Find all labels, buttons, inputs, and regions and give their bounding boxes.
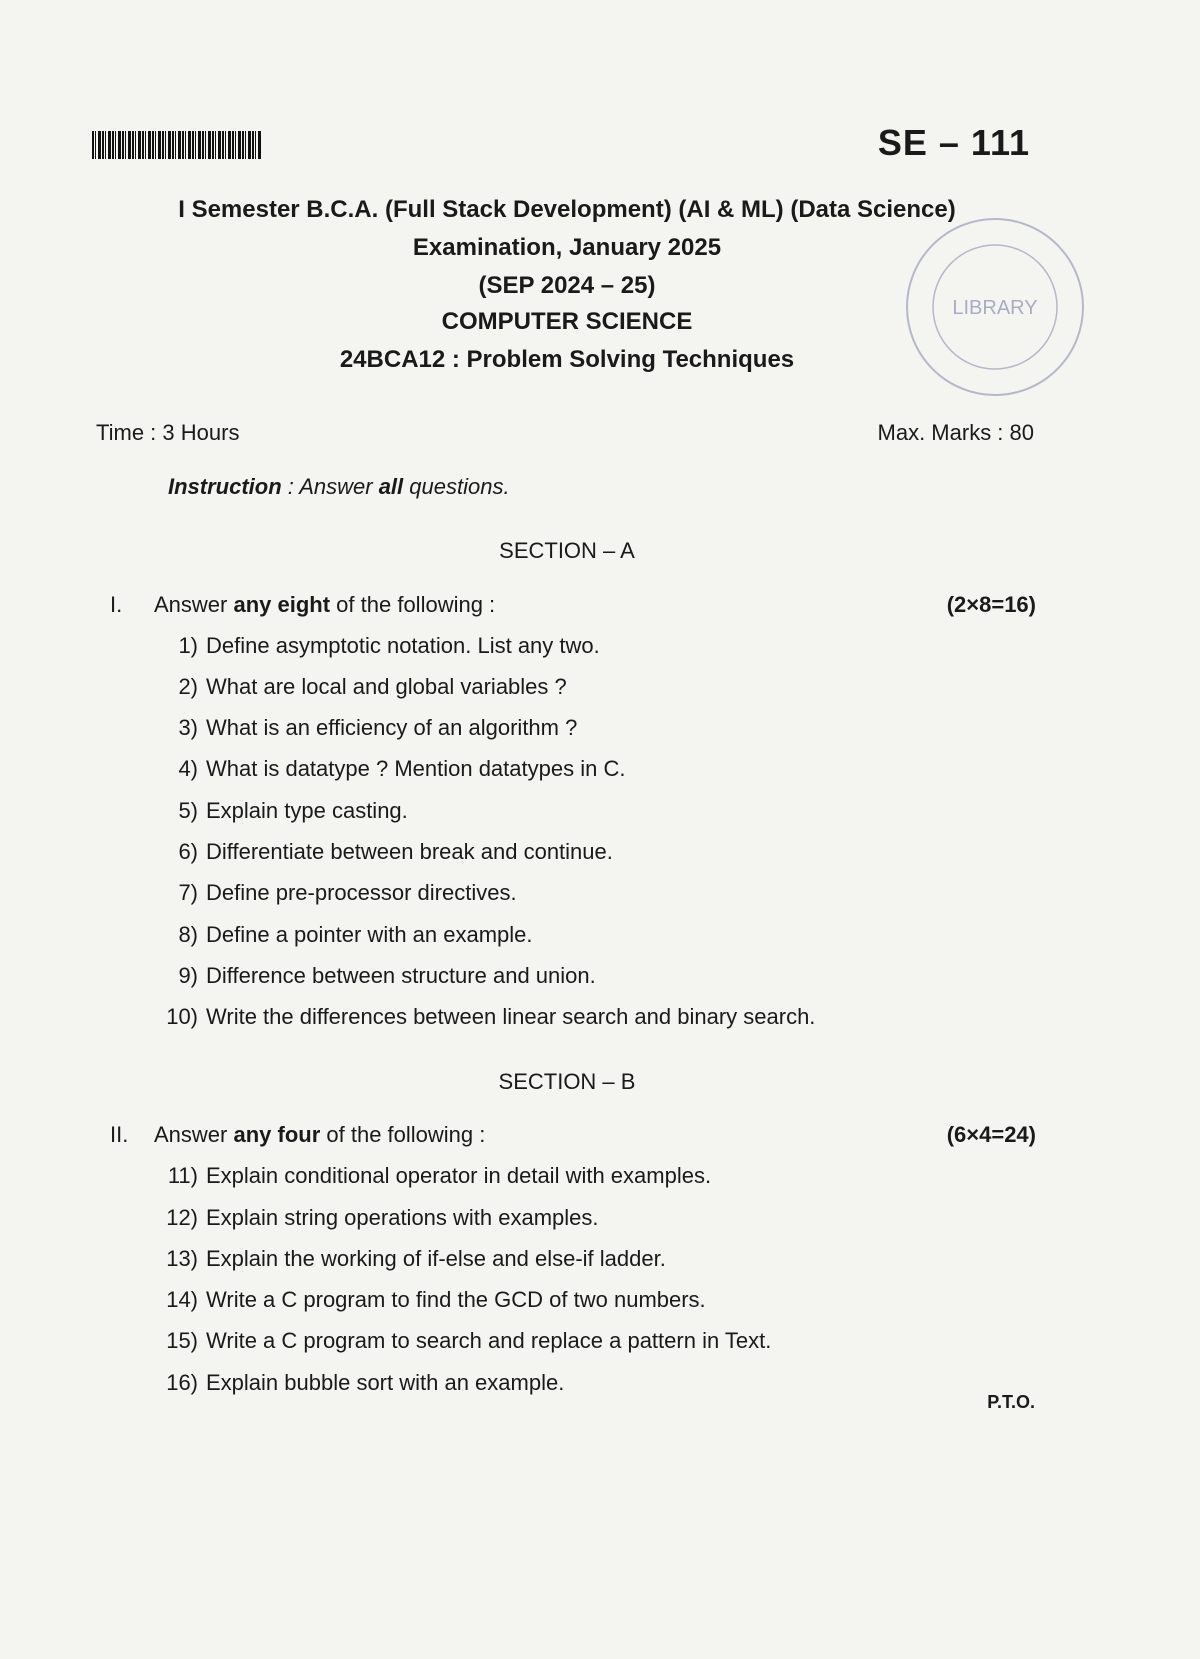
barcode-icon xyxy=(92,131,262,159)
subject-title: COMPUTER SCIENCE xyxy=(441,308,693,335)
course-title: 24BCA12 : Problem Solving Techniques xyxy=(339,346,795,373)
question-item: 7) Define pre-processor directives. xyxy=(178,880,517,905)
question-item: 6) Differentiate between break and continue. xyxy=(178,839,613,864)
question-item: 10) Write the differences between linear search and binary search. xyxy=(166,1004,816,1029)
question-item: 16) Explain bubble sort with an example. xyxy=(166,1370,565,1395)
max-marks-label: Max. Marks : 80 xyxy=(877,420,1034,445)
section-a-instruction: I. Answer any eight of the following : (2×8=16) xyxy=(110,592,1036,617)
question-item: 2) What are local and global variables ? xyxy=(178,674,567,699)
question-item: 11) Explain conditional operator in detail with examples. xyxy=(167,1163,712,1188)
section-b-marks: (6×4=24) xyxy=(946,1122,1036,1147)
section-b-instruction: II. Answer any four of the following : (6×4=24) xyxy=(110,1122,1036,1147)
instruction-label: Instruction xyxy=(168,474,282,499)
exam-title-line2: Examination, January 2025 xyxy=(412,234,722,261)
section-a-title: SECTION – A xyxy=(499,538,635,563)
question-item: 5) Explain type casting. xyxy=(178,798,408,823)
time-label: Time : 3 Hours xyxy=(96,420,240,445)
question-item: 4) What is datatype ? Mention datatypes in C. xyxy=(178,756,626,781)
exam-title-line1: I Semester B.C.A. (Full Stack Development) (AI & ML) (Data Science) xyxy=(178,196,956,223)
stamp-text: LIBRARY xyxy=(952,297,1038,319)
question-item: 12) Explain string operations with examples. xyxy=(166,1205,599,1230)
instruction: Instruction : Answer all questions. xyxy=(168,474,510,499)
paper-code: SE – 111 xyxy=(877,122,1030,163)
question-item: 1) Define asymptotic notation. List any two. xyxy=(178,633,600,658)
section-a-marks: (2×8=16) xyxy=(946,592,1036,617)
question-item: 9) Difference between structure and union. xyxy=(178,963,596,988)
pto-label: P.T.O. xyxy=(987,1392,1035,1412)
exam-title-line3: (SEP 2024 – 25) xyxy=(478,272,656,299)
question-item: 15) Write a C program to search and replace a pattern in Text. xyxy=(166,1328,772,1353)
question-item: 13) Explain the working of if-else and else-if ladder. xyxy=(166,1246,666,1271)
section-b-title: SECTION – B xyxy=(498,1069,636,1094)
question-item: 14) Write a C program to find the GCD of two numbers. xyxy=(166,1287,706,1312)
question-item: 3) What is an efficiency of an algorithm ? xyxy=(178,715,578,740)
question-item: 8) Define a pointer with an example. xyxy=(178,922,533,947)
